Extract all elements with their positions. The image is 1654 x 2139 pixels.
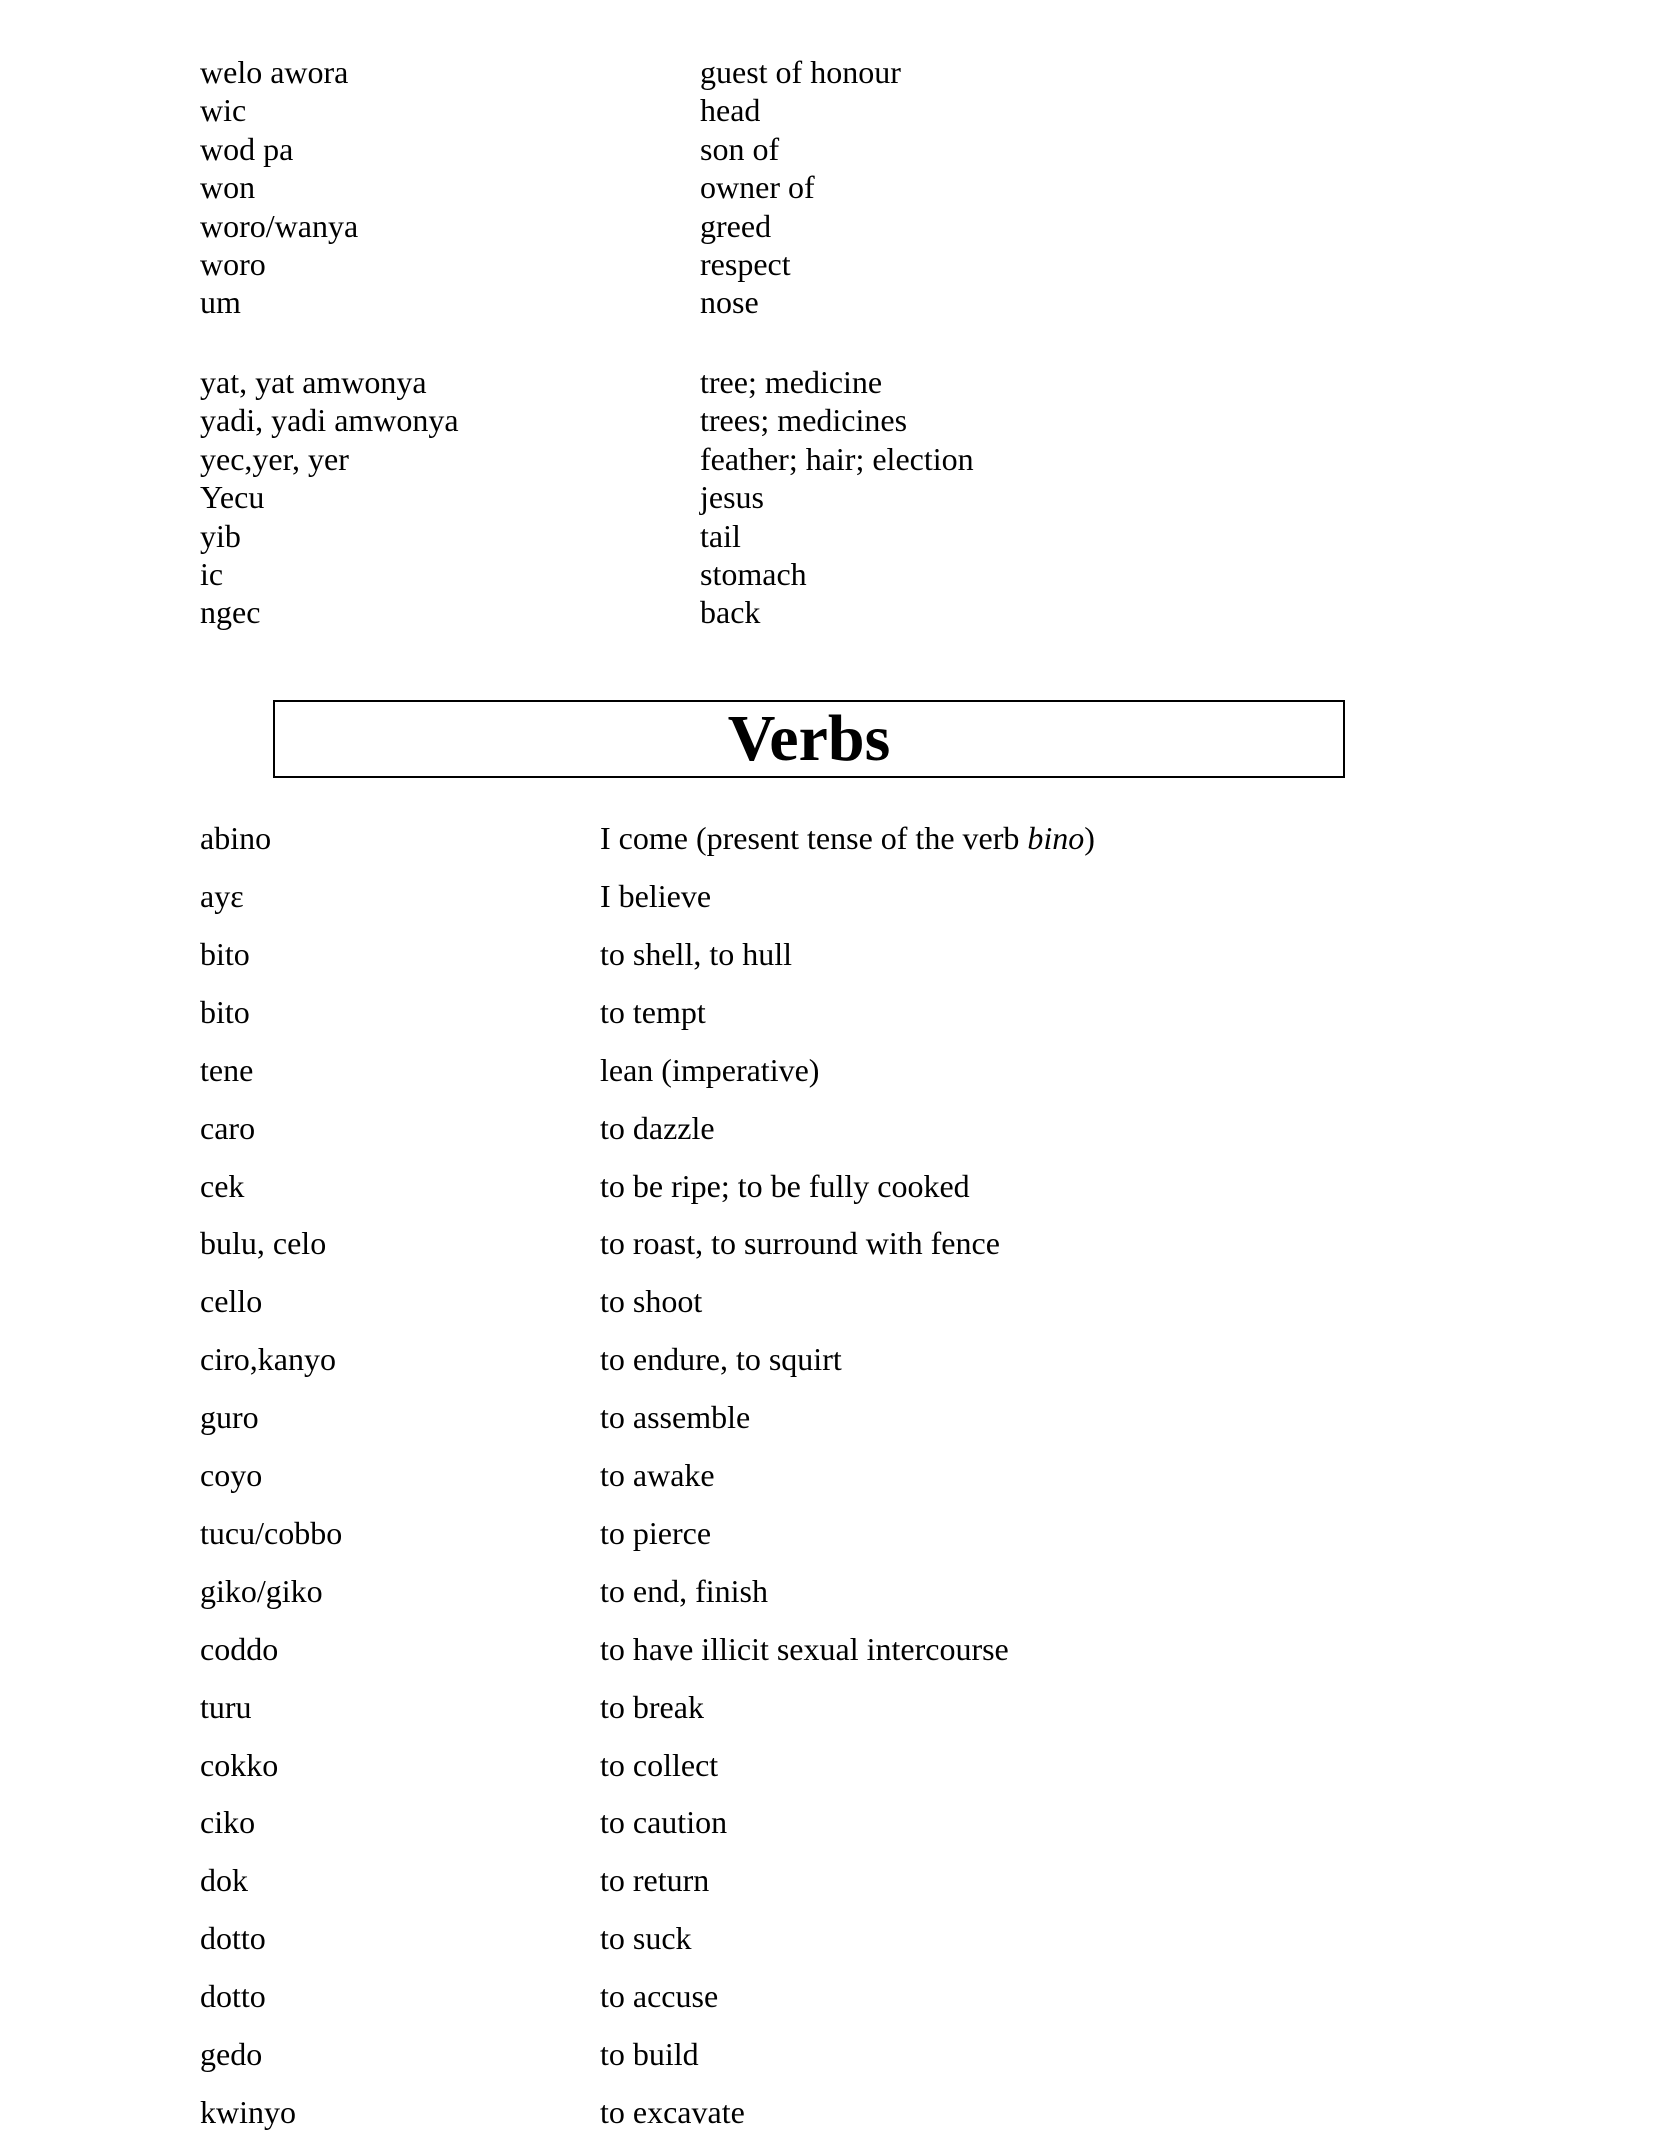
noun-term: wic bbox=[200, 92, 247, 129]
verb-definition: to tempt bbox=[600, 993, 706, 1030]
verb-definition: to dazzle bbox=[600, 1109, 715, 1146]
verb-row bbox=[0, 1513, 1654, 1553]
verb-row bbox=[0, 1455, 1654, 1495]
verbs-heading: Verbs bbox=[727, 702, 891, 775]
noun-row bbox=[0, 400, 1654, 440]
noun-row bbox=[0, 592, 1654, 632]
verb-term: caro bbox=[200, 1109, 256, 1146]
verb-row bbox=[0, 876, 1654, 916]
verb-definition: to awake bbox=[600, 1457, 715, 1493]
verb-term: ciko bbox=[200, 1804, 256, 1841]
noun-definition: head bbox=[700, 92, 761, 129]
noun-term: yib bbox=[200, 517, 241, 554]
verb-definition: to shell, to hull bbox=[600, 935, 792, 972]
verb-row bbox=[0, 1745, 1654, 1785]
noun-definition: greed bbox=[700, 207, 772, 244]
noun-definition: son of bbox=[700, 130, 780, 167]
verb-row bbox=[0, 934, 1654, 974]
verb-row bbox=[0, 1918, 1654, 1958]
noun-definition: owner of bbox=[700, 169, 815, 206]
noun-definition: jesus bbox=[700, 479, 764, 516]
verb-row bbox=[0, 992, 1654, 1032]
verb-row bbox=[0, 1339, 1654, 1379]
verb-term: bito bbox=[200, 993, 250, 1030]
noun-definition: nose bbox=[700, 284, 759, 321]
noun-definition: feather; hair; election bbox=[700, 440, 974, 477]
verb-row bbox=[0, 1108, 1654, 1148]
verb-term: bito bbox=[200, 935, 250, 972]
noun-term: woro/wanya bbox=[200, 207, 359, 244]
verb-term: guro bbox=[200, 1399, 259, 1436]
verb-row bbox=[0, 1687, 1654, 1727]
noun-term: wod pa bbox=[200, 130, 294, 167]
noun-term: ic bbox=[200, 556, 224, 592]
noun-term: welo awora bbox=[200, 54, 349, 90]
verb-definition: to build bbox=[600, 2036, 699, 2072]
verb-term: cello bbox=[200, 1283, 263, 1320]
noun-row bbox=[0, 554, 1654, 594]
verb-term: cek bbox=[200, 1167, 245, 1204]
verb-row bbox=[0, 1281, 1654, 1321]
verb-row bbox=[0, 1860, 1654, 1900]
noun-row bbox=[0, 439, 1654, 479]
verb-definition: to accuse bbox=[600, 1978, 719, 2015]
noun-definition: stomach bbox=[700, 556, 807, 592]
verb-term: turu bbox=[200, 1688, 252, 1725]
verb-definition: to collect bbox=[600, 1746, 719, 1783]
verb-row bbox=[0, 2034, 1654, 2074]
noun-definition: guest of honour bbox=[700, 54, 901, 90]
verb-definition: to be ripe; to be fully cooked bbox=[600, 1167, 970, 1204]
verb-row bbox=[0, 1802, 1654, 1842]
verb-definition: to return bbox=[600, 1862, 710, 1899]
verb-row bbox=[0, 2092, 1654, 2132]
verb-row bbox=[0, 1166, 1654, 1206]
verb-definition: to excavate bbox=[600, 2093, 745, 2130]
verb-row bbox=[0, 1397, 1654, 1437]
verb-term: gedo bbox=[200, 2036, 263, 2072]
verb-definition: to suck bbox=[600, 1920, 692, 1957]
noun-definition: trees; medicines bbox=[700, 402, 908, 439]
verb-term: dotto bbox=[200, 1920, 266, 1957]
verb-term: abino bbox=[200, 820, 272, 856]
noun-row bbox=[0, 129, 1654, 169]
verbs-heading-box bbox=[273, 700, 1345, 778]
noun-term: yadi, yadi amwonya bbox=[200, 402, 459, 439]
verb-term: kwinyo bbox=[200, 2093, 296, 2130]
verb-row bbox=[0, 1571, 1654, 1611]
verb-definition: to have illicit sexual intercourse bbox=[600, 1630, 1009, 1667]
verb-term: dok bbox=[200, 1862, 248, 1899]
verb-definition: to endure, to squirt bbox=[600, 1341, 842, 1378]
verb-row bbox=[0, 1629, 1654, 1669]
noun-definition: back bbox=[700, 594, 761, 631]
noun-definition: tail bbox=[700, 517, 741, 554]
noun-row bbox=[0, 362, 1654, 402]
verb-term: coyo bbox=[200, 1457, 263, 1493]
noun-term: won bbox=[200, 169, 256, 206]
verb-definition: to assemble bbox=[600, 1399, 751, 1436]
noun-definition: tree; medicine bbox=[700, 364, 883, 400]
verb-definition: to roast, to surround with fence bbox=[600, 1225, 1000, 1262]
verb-definition: to break bbox=[600, 1688, 704, 1725]
verb-definition: I come (present tense of the verb bino) bbox=[600, 820, 1095, 856]
verb-term: ciro,kanyo bbox=[200, 1341, 336, 1378]
verb-row bbox=[0, 1050, 1654, 1090]
verb-definition: to end, finish bbox=[600, 1572, 768, 1609]
noun-row bbox=[0, 282, 1654, 322]
noun-row bbox=[0, 52, 1654, 92]
verb-term: dotto bbox=[200, 1978, 266, 2015]
verb-definition: to caution bbox=[600, 1804, 728, 1841]
noun-row bbox=[0, 167, 1654, 207]
verb-term: tene bbox=[200, 1051, 254, 1088]
noun-row bbox=[0, 516, 1654, 556]
verb-row bbox=[0, 1976, 1654, 2016]
noun-term: yec,yer, yer bbox=[200, 440, 349, 477]
verb-term: bulu, celo bbox=[200, 1225, 327, 1262]
verb-definition: to shoot bbox=[600, 1283, 703, 1320]
verb-row bbox=[0, 818, 1654, 858]
verb-term: ayɛ bbox=[200, 878, 244, 914]
verb-definition: to pierce bbox=[600, 1514, 712, 1551]
noun-row bbox=[0, 206, 1654, 246]
noun-row bbox=[0, 90, 1654, 130]
noun-term: um bbox=[200, 284, 241, 321]
noun-term: woro bbox=[200, 246, 266, 282]
verb-definition: lean (imperative) bbox=[600, 1051, 820, 1088]
verb-row bbox=[0, 1223, 1654, 1263]
noun-term: ngec bbox=[200, 594, 261, 631]
verb-term: tucu/cobbo bbox=[200, 1514, 343, 1551]
noun-row bbox=[0, 477, 1654, 517]
verb-term: coddo bbox=[200, 1630, 279, 1667]
noun-row bbox=[0, 244, 1654, 284]
noun-term: yat, yat amwonya bbox=[200, 364, 427, 400]
verb-term: cokko bbox=[200, 1746, 279, 1783]
noun-term: Yecu bbox=[200, 479, 265, 516]
verb-term: giko/giko bbox=[200, 1572, 323, 1609]
noun-definition: respect bbox=[700, 246, 791, 282]
verb-definition: I believe bbox=[600, 878, 712, 914]
